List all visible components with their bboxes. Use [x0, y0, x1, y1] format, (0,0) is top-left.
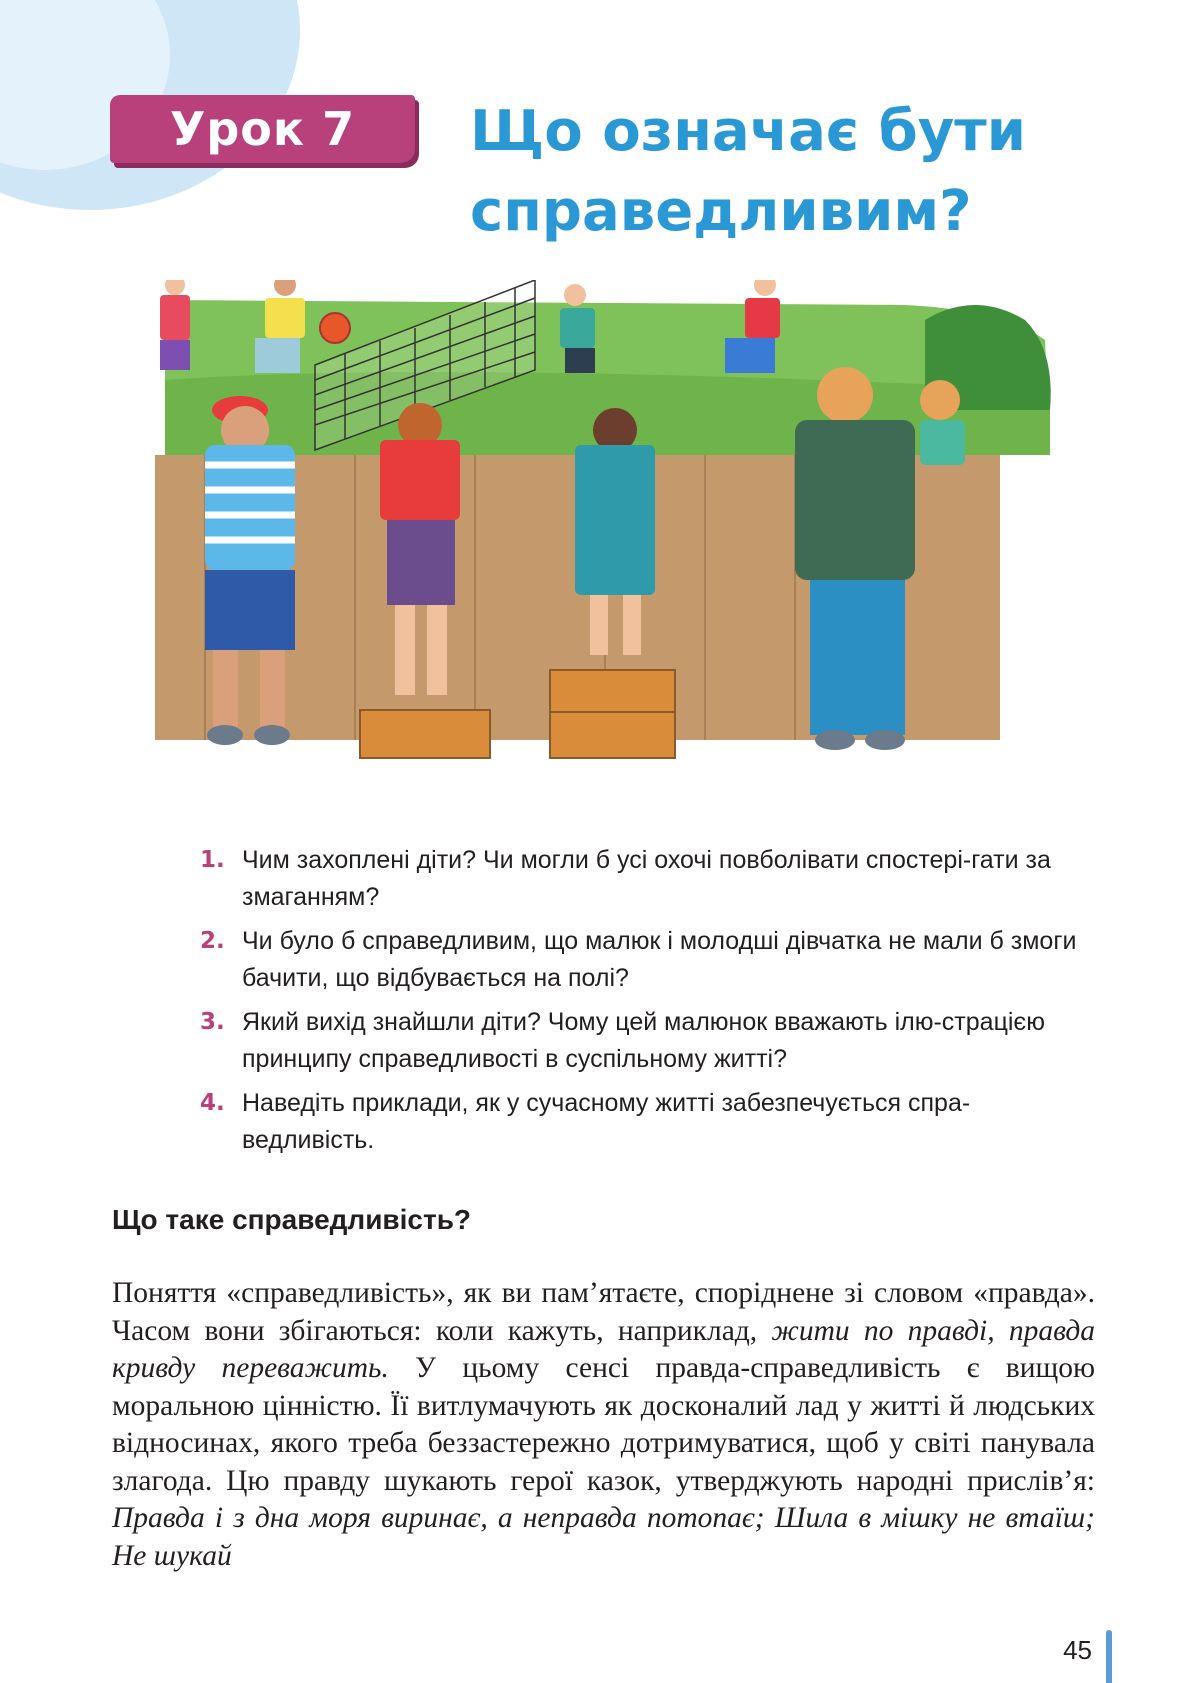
title-line-2: справедливим?: [470, 179, 972, 244]
question-item: [200, 1085, 1095, 1159]
body-paragraph: [112, 1275, 1095, 1575]
question-number: 4.: [200, 1090, 225, 1116]
lesson-label: Урок 7: [169, 102, 356, 156]
body-text-part-2: У цьому сенсі правда-справедливість є вищою моральною цінністю. Її витлумачують як досконалий лад у житті й людських відносинах, якого треба беззастережно дотримуватися, щоб у світі панувала злагода. Цю правду шукають герої казок, утверджують народні прислів’я:: [112, 1352, 1095, 1497]
question-text: Чи було б справедливим, що малюк і молодші дівчатка не мали б змоги бачити, що відбувається на полі?: [242, 927, 1077, 992]
page-marker-bar: [1106, 1630, 1112, 1683]
question-text: Наведіть приклади, як у сучасному житті забезпечується спра-ведливість.: [242, 1089, 971, 1154]
body-italic-proverbs: Правда і з дна моря виринає, а неправда потопає; Шила в мішку не втаїш; Не шукай: [112, 1502, 1095, 1572]
question-number: 2.: [200, 928, 225, 954]
question-text: Чим захоплені діти? Чи могли б усі охочі повболівати спостері-гати за змаганням?: [242, 846, 1051, 911]
page-number: 45: [1063, 1635, 1092, 1665]
question-number: 1.: [200, 847, 225, 873]
lesson-title: [470, 92, 1120, 252]
question-list: [200, 842, 1095, 1166]
section-heading: Що таке справедливість?: [112, 1204, 472, 1235]
volleyball-fence-illustration: [145, 280, 1075, 810]
title-line-1: Що означає бути: [470, 99, 1026, 164]
lesson-badge: [110, 95, 415, 163]
question-item: [200, 923, 1095, 997]
body-italic-quote-1: жити по правді, правда кривду переважить.: [112, 1314, 1095, 1384]
question-item: [200, 1004, 1095, 1078]
volleyball-ball: [320, 313, 350, 343]
body-text-part-1: Поняття «справедливість», як ви пам’ятаєте, споріднене зі словом «правда». Часом вони збігаються: коли кажуть, наприклад,: [112, 1277, 1095, 1347]
question-number: 3.: [200, 1009, 225, 1035]
question-text: Який вихід знайшли діти? Чому цей малюнок вважають ілю-страцією принципу справедливості в суспільному житті?: [242, 1008, 1045, 1073]
question-item: [200, 842, 1095, 916]
